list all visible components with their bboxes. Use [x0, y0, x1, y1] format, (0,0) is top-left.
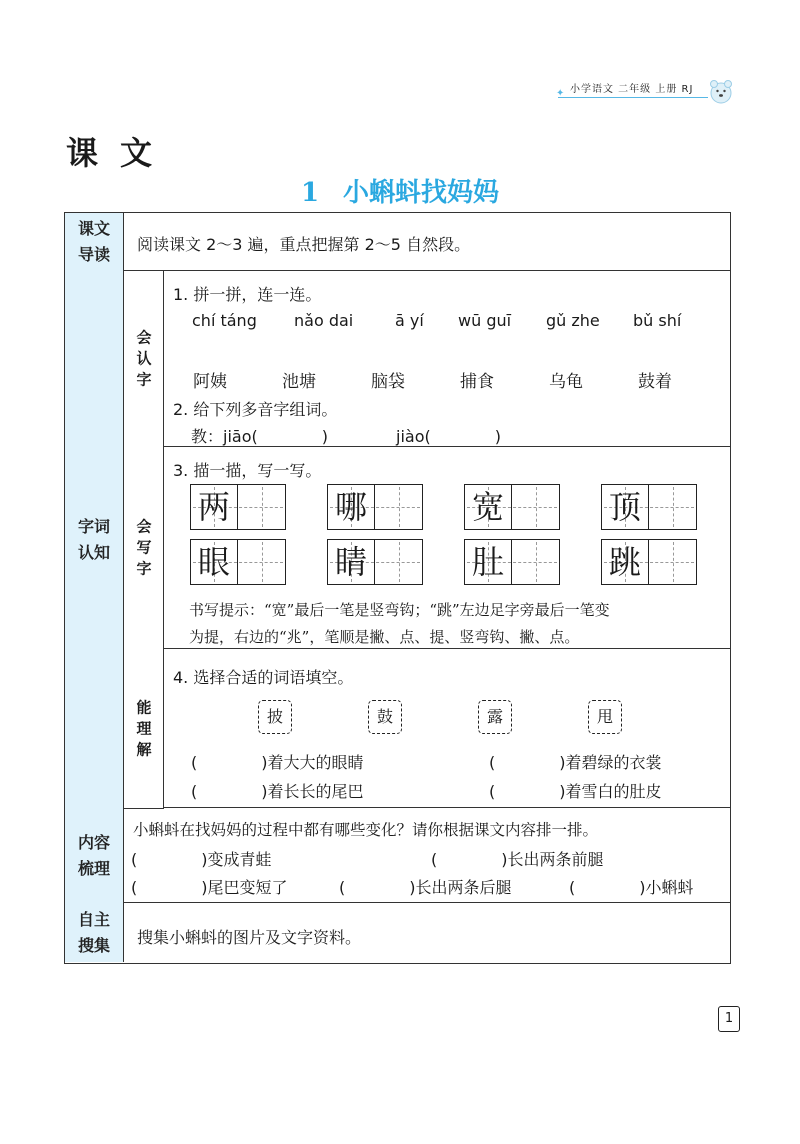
q2-line-b: jiào( ): [396, 427, 501, 446]
writing-grid[interactable]: [190, 539, 286, 585]
writing-grid[interactable]: [464, 539, 560, 585]
bear-mascot-icon: [708, 78, 734, 104]
trace-char: 肚: [471, 543, 504, 581]
running-title: 小学语文 二年级 上册 RJ: [570, 84, 694, 95]
label-recognize: 会认字: [123, 271, 164, 448]
lesson-number: 1: [300, 178, 320, 208]
word-option: 露: [478, 700, 512, 734]
label-content: 内容梳理: [65, 808, 123, 904]
q2-text: 2. 给下列多音字组词。: [173, 400, 338, 419]
word-option: 披: [258, 700, 292, 734]
header-rule: [558, 97, 708, 98]
trace-char: 顶: [608, 488, 641, 526]
writing-grid[interactable]: [327, 539, 423, 585]
running-header: [556, 80, 734, 108]
q4-text: 4. 选择合适的词语填空。: [173, 668, 354, 687]
trace-char: 宽: [471, 488, 504, 526]
pinyin-3: ā yí: [395, 311, 424, 330]
hanzi-2: 池塘: [282, 372, 316, 392]
hanzi-5: 乌龟: [549, 372, 583, 392]
q2-line-a: 教：jiāo( ): [191, 427, 328, 446]
trace-char: 两: [197, 488, 230, 526]
writing-grid[interactable]: [601, 539, 697, 585]
writing-grid[interactable]: [190, 484, 286, 530]
label-write: 会写字: [123, 447, 164, 650]
worksheet-table: [64, 212, 731, 964]
label-guide: 课文导读: [65, 213, 123, 271]
pinyin-5: gǔ zhe: [546, 311, 600, 330]
pinyin-4: wū guī: [458, 311, 512, 330]
writing-grid[interactable]: [601, 484, 697, 530]
research-text: 搜集小蝌蚪的图片及文字资料。: [137, 928, 362, 947]
writing-tip-line-2: 为提，右边的“兆”，笔顺是撇、点、提、竖弯钩、撇、点。: [189, 628, 580, 646]
order-item-d: ( )长出两条后腿: [339, 878, 512, 897]
pinyin-6: bǔ shí: [633, 311, 682, 330]
fill-blank-c: ( )着长长的尾巴: [191, 782, 364, 801]
lesson-name: 小蝌蚪找妈妈: [343, 178, 500, 208]
order-item-a: ( )变成青蛙: [131, 850, 272, 869]
writing-grid[interactable]: [327, 484, 423, 530]
pinyin-1: chí táng: [192, 311, 257, 330]
hanzi-6: 鼓着: [638, 372, 672, 392]
writing-grid[interactable]: [464, 484, 560, 530]
fill-blank-b: ( )着碧绿的衣裳: [489, 753, 662, 772]
pinyin-2: nǎo dai: [294, 311, 354, 330]
order-item-c: ( )尾巴变短了: [131, 878, 288, 897]
section-title: 课文: [66, 134, 175, 172]
word-option: 鼓: [368, 700, 402, 734]
fill-blank-a: ( )着大大的眼睛: [191, 753, 364, 772]
order-item-b: ( )长出两条前腿: [431, 850, 604, 869]
page-number: 1: [718, 1006, 740, 1032]
trace-char: 哪: [334, 488, 367, 526]
q3-text: 3. 描一描，写一写。: [173, 461, 322, 480]
hanzi-3: 脑袋: [371, 372, 405, 392]
label-research: 自主搜集: [65, 903, 123, 962]
hanzi-4: 捕食: [460, 372, 494, 392]
label-understand: 能理解: [123, 649, 164, 809]
order-item-e: ( )小蝌蚪: [569, 878, 694, 897]
q1-text: 1. 拼一拼，连一连。: [173, 285, 322, 304]
content-question: 小蝌蚪在找妈妈的过程中都有哪些变化？请你根据课文内容排一排。: [133, 821, 599, 839]
star-icon: ✦: [556, 88, 565, 99]
hanzi-1: 阿姨: [193, 372, 227, 392]
guide-text: 阅读课文 2～3 遍，重点把握第 2～5 自然段。: [137, 235, 471, 254]
trace-char: 眼: [197, 543, 230, 581]
trace-char: 跳: [608, 543, 641, 581]
trace-char: 睛: [334, 543, 367, 581]
writing-tip-line-1: 书写提示：“宽”最后一笔是竖弯钩；“跳”左边足字旁最后一笔变: [189, 601, 610, 619]
fill-blank-d: ( )着雪白的肚皮: [489, 782, 662, 801]
word-option: 甩: [588, 700, 622, 734]
lesson-title: [0, 172, 800, 209]
label-words: 字词认知: [65, 271, 123, 809]
